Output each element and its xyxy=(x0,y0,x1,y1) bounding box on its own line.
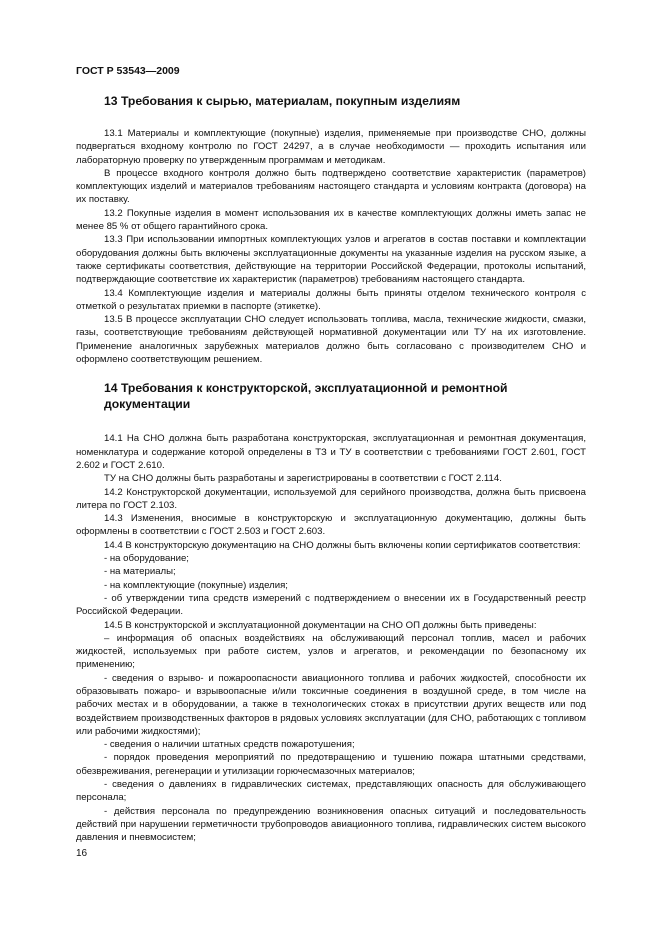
section-14-title: 14 Требования к конструкторской, эксплуатационной и ремонтной документации xyxy=(104,381,508,412)
list-item: - на оборудование; xyxy=(104,553,189,565)
standard-header: ГОСТ Р 53543—2009 xyxy=(76,65,180,77)
paragraph-13-3: 13.3 При использовании импортных комплектующих узлов и агрегатов в состав поставки и комплектации оборудования должны быть включены эксплуатационные документы на указанные изделия на русском языке, а также сертификаты соответствия, действующие на территории Российской Федерации, протоколы испытаний, подтверждающие соответствие их характеристик (параметров) требованиям настоящего стандарта. xyxy=(76,234,586,286)
list-item: - сведения о давлениях в гидравлических системах, представляющих опасность для обслуживающего персонала; xyxy=(76,779,586,804)
list-item: – информация об опасных воздействиях на обслуживающий персонал топлив, масел и рабочих жидкостей, используемых при работе систем, узлов и агрегатов, и рекомендации по безопасному их применению; xyxy=(76,632,586,671)
page-number: 16 xyxy=(76,848,88,859)
paragraph-14-3: 14.3 Изменения, вносимые в конструкторскую и эксплуатационную документацию, должны быть оформлены в соответствии с ГОСТ 2.503 и ГОСТ 2.603. xyxy=(76,513,586,538)
paragraph-13-4: 13.4 Комплектующие изделия и материалы должны быть приняты отделом технического контроля с отметкой о результатах приемки в паспорте (этикетке). xyxy=(76,287,586,312)
list-item: - порядок проведения мероприятий по предотвращению и тушению пожара штатными средствами, обезвреживания, регенерации и утилизации горючесмазочных материалов; xyxy=(76,752,586,777)
list-item: - сведения о наличии штатных средств пожаротушения; xyxy=(104,739,355,751)
list-item: - сведения о взрыво- и пожароопасности авиационного топлива и рабочих жидкостей, способности их образовывать пожаро- и взрывоопасные и/или токсичные соединения в воздушной среде, в том числе на рабочих местах и в оборудовании, а также в технологических стоках в присутствии других веществ или под воздействием производственных факторов в рядовых условиях эксплуатации (для СНО, работающих с топливом или рабочими жидкостями); xyxy=(76,672,586,737)
paragraph-14-5: 14.5 В конструкторской и эксплуатационной документации на СНО ОП должны быть приведены: xyxy=(104,619,537,631)
section-13-title: 13 Требования к сырью, материалам, покупным изделиям xyxy=(104,94,461,108)
list-item: - на комплектующие (покупные) изделия; xyxy=(104,579,288,591)
paragraph-14-1: 14.1 На СНО должна быть разработана конструкторская, эксплуатационная и ремонтная документация, номенклатура и содержание которой определены в ТЗ и ТУ в соответствии с требованиями ГОСТ 2.601, ГОСТ 2.602 и ГОСТ 2.610. xyxy=(76,433,586,471)
document-body xyxy=(76,88,586,845)
list-item: - действия персонала по предупреждению возникновения опасных ситуаций и последовательность действий при нарушении герметичности трубопроводов авиационного топлива, гидравлических систем высокого давления и пневмосистем; xyxy=(76,805,586,844)
paragraph-13-2: 13.2 Покупные изделия в момент использования их в качестве комплектующих должны иметь запас не менее 85 % от общего гарантийного срока. xyxy=(76,207,586,233)
paragraph-13-1: 13.1 Материалы и комплектующие (покупные) изделия, применяемые при производстве СНО, должны подвергаться входному контролю по ГОСТ 24297, а в случае необходимости — проходить испытания или лабораторную проверку по утвержденным программам и методикам. xyxy=(76,128,586,166)
paragraph-14-1-cont: ТУ на СНО должны быть разработаны и зарегистрированы в соответствии с ГОСТ 2.114. xyxy=(104,473,502,485)
list-item: - на материалы; xyxy=(104,566,176,578)
paragraph-13-1-cont: В процессе входного контроля должно быть подтверждено соответствие характеристик (параметров) комплектующих изделий и материалов требованиям настоящего стандарта и условиям контракта (договора) на их поставку. xyxy=(76,167,586,206)
paragraph-14-2: 14.2 Конструкторской документации, используемой для серийного производства, должна быть присвоена литера по ГОСТ 2.103. xyxy=(76,486,586,511)
list-item: - об утверждении типа средств измерений с подтверждением о внесении их в Государственный реестр Российской Федерации. xyxy=(76,592,586,618)
paragraph-13-5: 13.5 В процессе эксплуатации СНО следует использовать топлива, масла, технические жидкости, смазки, газы, соответствующие требованиям действующей нормативной документации или ТУ на их изготовление. Применение аналогичных зарубежных материалов должно быть согласовано с производителем СНО и оформлено соответствующим решением. xyxy=(76,314,586,366)
paragraph-14-4: 14.4 В конструкторскую документацию на СНО должны быть включены копии сертификатов соответствия: xyxy=(104,539,581,551)
